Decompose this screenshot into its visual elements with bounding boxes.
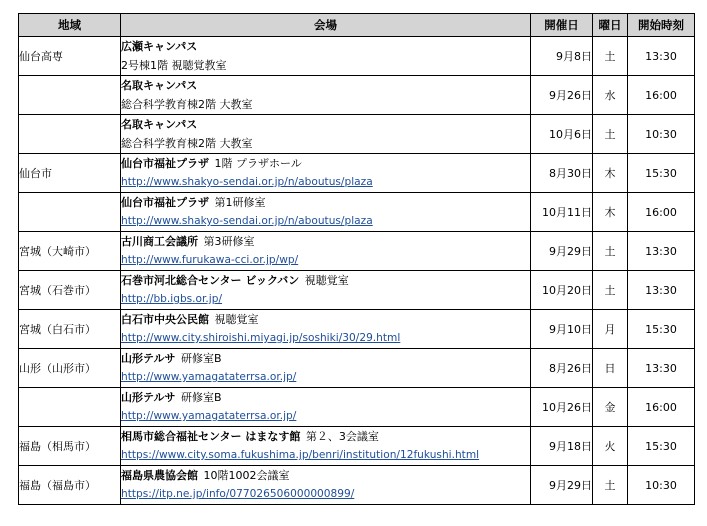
- header-time: 開始時刻: [628, 14, 695, 37]
- table-row: [19, 232, 695, 271]
- venue-line: [121, 427, 530, 446]
- venue-room: 第3研修室: [203, 235, 255, 248]
- venue-link[interactable]: http://bb.igbs.or.jp/: [121, 293, 223, 305]
- venue-link[interactable]: http://www.yamagataterrsa.or.jp/: [121, 371, 297, 383]
- venue-link[interactable]: http://www.yamagataterrsa.or.jp/: [121, 410, 297, 422]
- region-cell: 仙台高専: [19, 37, 121, 76]
- venue-line: [121, 76, 530, 95]
- table-row: [19, 388, 695, 427]
- venue-room: 総合科学教育棟2階 大教室: [121, 98, 253, 111]
- table-row: [19, 271, 695, 310]
- venue-cell: [121, 427, 531, 466]
- date-cell: 9月18日: [531, 427, 593, 466]
- venue-name: 仙台市福祉プラザ: [121, 196, 209, 209]
- time-cell: 16:00: [628, 76, 695, 115]
- date-cell: 9月8日: [531, 37, 593, 76]
- venue-line: [121, 232, 530, 251]
- venue-cell: [121, 193, 531, 232]
- region-cell: 仙台市: [19, 154, 121, 193]
- table-row: [19, 115, 695, 154]
- time-cell: 13:30: [628, 349, 695, 388]
- time-cell: 15:30: [628, 427, 695, 466]
- table-body: [19, 37, 695, 505]
- venue-room: 1階 プラザホール: [214, 157, 302, 170]
- venue-line: [121, 37, 530, 56]
- day-cell: 火: [593, 427, 628, 466]
- region-cell: [19, 388, 121, 427]
- venue-room: 2号棟1階 視聴覚教室: [121, 59, 227, 72]
- venue-name: 名取キャンパス: [121, 79, 198, 92]
- venue-cell: [121, 310, 531, 349]
- venue-line: [121, 271, 530, 290]
- time-cell: 16:00: [628, 388, 695, 427]
- day-cell: 土: [593, 466, 628, 505]
- day-cell: 木: [593, 193, 628, 232]
- table-row: [19, 37, 695, 76]
- venue-room: 視聴覚室: [304, 274, 349, 287]
- venue-link[interactable]: http://www.shakyo-sendai.or.jp/n/aboutus/plaza: [121, 176, 373, 188]
- day-cell: 月: [593, 310, 628, 349]
- day-cell: 金: [593, 388, 628, 427]
- table-row: [19, 349, 695, 388]
- venue-name: 相馬市総合福祉センター はまなす館: [121, 430, 301, 443]
- time-cell: 10:30: [628, 115, 695, 154]
- day-cell: 土: [593, 271, 628, 310]
- region-cell: [19, 115, 121, 154]
- venue-link[interactable]: https://www.city.soma.fukushima.jp/benri/institution/12fukushi.html: [121, 449, 480, 461]
- table-row: [19, 193, 695, 232]
- day-cell: 水: [593, 76, 628, 115]
- venue-link[interactable]: http://www.shakyo-sendai.or.jp/n/aboutus/plaza: [121, 215, 373, 227]
- time-cell: 13:30: [628, 232, 695, 271]
- venue-cell: [121, 349, 531, 388]
- time-cell: 15:30: [628, 310, 695, 349]
- date-cell: 10月20日: [531, 271, 593, 310]
- venue-room: 第２、3会議室: [305, 430, 379, 443]
- venue-name: 名取キャンパス: [121, 118, 198, 131]
- schedule-table: [18, 13, 695, 505]
- venue-line: [121, 466, 530, 485]
- region-cell: [19, 76, 121, 115]
- table-row: [19, 466, 695, 505]
- venue-cell: [121, 466, 531, 505]
- venue-name: 仙台市福祉プラザ: [121, 157, 209, 170]
- venue-name: 山形テルサ: [121, 391, 176, 404]
- region-cell: [19, 193, 121, 232]
- venue-cell: [121, 154, 531, 193]
- venue-line: [121, 193, 530, 212]
- time-cell: 10:30: [628, 466, 695, 505]
- region-cell: 宮城（石巻市）: [19, 271, 121, 310]
- venue-link[interactable]: http://www.city.shiroishi.miyagi.jp/soshiki/30/29.html: [121, 332, 401, 344]
- venue-cell: [121, 76, 531, 115]
- header-region: 地域: [19, 14, 121, 37]
- day-cell: 木: [593, 154, 628, 193]
- date-cell: 10月11日: [531, 193, 593, 232]
- time-cell: 16:00: [628, 193, 695, 232]
- venue-room: 10階1002会議室: [203, 469, 290, 482]
- region-cell: 宮城（白石市）: [19, 310, 121, 349]
- header-row: [19, 14, 695, 37]
- venue-cell: [121, 388, 531, 427]
- date-cell: 10月26日: [531, 388, 593, 427]
- venue-name: 古川商工会議所: [121, 235, 198, 248]
- venue-name: 山形テルサ: [121, 352, 176, 365]
- venue-link[interactable]: http://www.furukawa-cci.or.jp/wp/: [121, 254, 299, 266]
- venue-line: [121, 349, 530, 368]
- venue-room: 研修室B: [180, 391, 222, 404]
- venue-link[interactable]: https://itp.ne.jp/info/077026506000000899/: [121, 488, 355, 500]
- table-row: [19, 76, 695, 115]
- venue-room: 視聴覚室: [214, 313, 259, 326]
- day-cell: 日: [593, 349, 628, 388]
- time-cell: 15:30: [628, 154, 695, 193]
- venue-line: [121, 388, 530, 407]
- venue-room: 研修室B: [180, 352, 222, 365]
- date-cell: 8月30日: [531, 154, 593, 193]
- region-cell: 福島（福島市）: [19, 466, 121, 505]
- venue-cell: [121, 232, 531, 271]
- date-cell: 9月10日: [531, 310, 593, 349]
- venue-cell: [121, 37, 531, 76]
- header-date: 開催日: [531, 14, 593, 37]
- date-cell: 10月6日: [531, 115, 593, 154]
- day-cell: 土: [593, 232, 628, 271]
- venue-room: 総合科学教育棟2階 大教室: [121, 137, 253, 150]
- date-cell: 8月26日: [531, 349, 593, 388]
- venue-cell: [121, 115, 531, 154]
- venue-line: [121, 310, 530, 329]
- venue-cell: [121, 271, 531, 310]
- venue-line: [121, 115, 530, 134]
- region-cell: 福島（相馬市）: [19, 427, 121, 466]
- day-cell: 土: [593, 115, 628, 154]
- region-cell: 宮城（大崎市）: [19, 232, 121, 271]
- date-cell: 9月29日: [531, 232, 593, 271]
- table-row: [19, 427, 695, 466]
- venue-name: 石巻市河北総合センター ビックバン: [121, 274, 300, 287]
- day-cell: 土: [593, 37, 628, 76]
- venue-name: 白石市中央公民館: [121, 313, 209, 326]
- venue-room: 第1研修室: [214, 196, 266, 209]
- date-cell: 9月26日: [531, 76, 593, 115]
- time-cell: 13:30: [628, 37, 695, 76]
- date-cell: 9月29日: [531, 466, 593, 505]
- time-cell: 13:30: [628, 271, 695, 310]
- venue-line: [121, 154, 530, 173]
- venue-name: 広瀬キャンパス: [121, 40, 198, 53]
- table-row: [19, 310, 695, 349]
- region-cell: 山形（山形市）: [19, 349, 121, 388]
- venue-name: 福島県農協会館: [121, 469, 198, 482]
- header-venue: 会場: [121, 14, 531, 37]
- header-day: 曜日: [593, 14, 628, 37]
- table-row: [19, 154, 695, 193]
